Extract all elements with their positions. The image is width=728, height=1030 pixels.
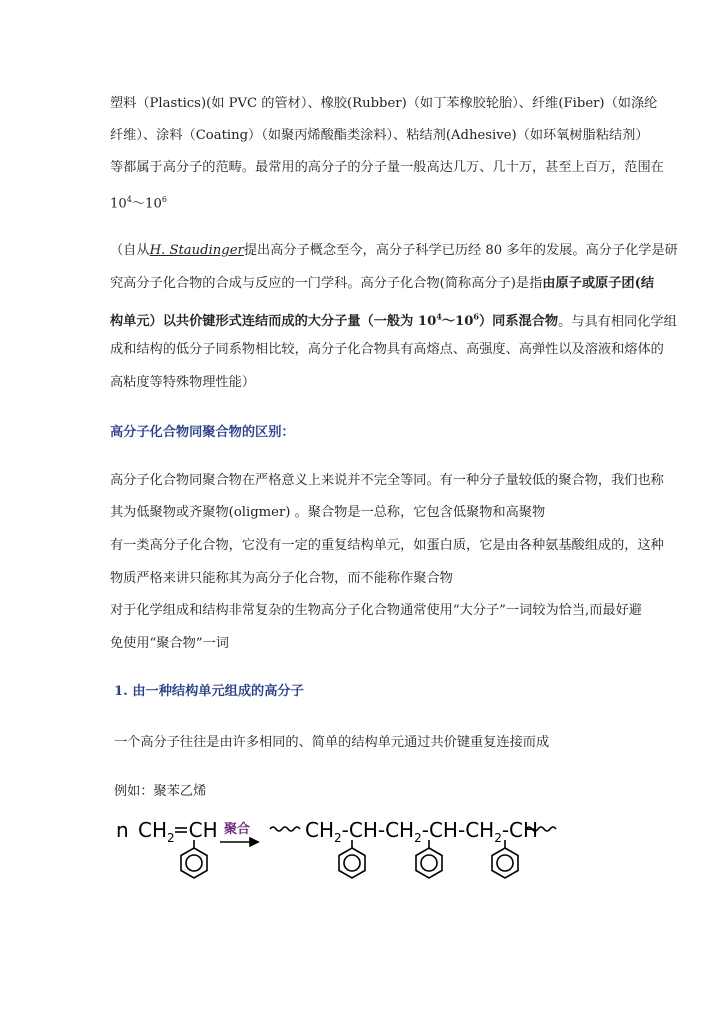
- polymer-formula: [305, 818, 538, 845]
- para2-line1-rest: 提出高分子概念至今，高分子科学已历经 80 多年的发展。高分子化学是研: [243, 243, 678, 258]
- para2-line1: [110, 243, 678, 259]
- range-low-exp: 4: [126, 195, 132, 204]
- def-part-a: 构单元）以共价键形式连结而成的大分子量（一般为 10: [110, 314, 437, 330]
- range-low: 10: [110, 196, 127, 212]
- range-high-exp: 6: [161, 195, 167, 204]
- para3-line3: 有一类高分子化合物，它没有一定的重复结构单元，如蛋白质，它是由各种氨基酸组成的，这种: [110, 538, 664, 553]
- benzene-ring-icon: [181, 840, 207, 878]
- coefficient-n: n: [116, 818, 129, 842]
- para3-line6: 免使用“聚合物”一词: [110, 636, 229, 651]
- poly-sub3: 2: [494, 831, 502, 845]
- benzene-ring-icon: [339, 840, 365, 878]
- poly-sub2: 2: [414, 831, 422, 845]
- para2-line2-start: 究高分子化合物的合成与反应的一门学科。高分子化合物(简称高分子)是指: [110, 276, 543, 291]
- para3-line5: 对于化学组成和结构非常复杂的生物高分子化合物通常使用“大分子”一词较为恰当,而最好避: [110, 603, 642, 618]
- poly-b: -CH-CH: [341, 818, 415, 842]
- para2-line2: [110, 276, 654, 292]
- para1-line4: [110, 192, 167, 212]
- benzene-ring-icon: [492, 840, 518, 878]
- def-exp1: 4: [436, 312, 442, 322]
- monomer-sub: 2: [167, 831, 175, 845]
- monomer-formula: [138, 818, 218, 845]
- example-label: 例如：聚苯乙烯: [114, 784, 207, 799]
- monomer-ch: CH: [188, 818, 218, 842]
- poly-c: -CH-CH: [421, 818, 495, 842]
- para4: 一个高分子往往是由许多相同的、简单的结构单元通过共价键重复连接而成: [114, 735, 550, 750]
- para2-line1-start: （自从: [110, 243, 150, 258]
- para2-line3: [110, 309, 677, 330]
- definition-bold-1: 由原子或原子团(结: [542, 276, 655, 291]
- poly-d: -CH: [501, 818, 539, 842]
- chain-wave-left-icon: [270, 827, 300, 831]
- def-exp2: 6: [473, 312, 479, 322]
- para2-line4: 成和结构的低分子同系物相比较，高分子化合物具有高熔点、高强度、高弹性以及溶液和熔体的: [110, 342, 664, 357]
- para2-line3-rest: 。与具有相同化学组: [558, 314, 677, 330]
- def-part-b: ～10: [441, 314, 474, 330]
- definition-bold-2: [110, 314, 558, 329]
- para1-line3: 等都属于高分子的范畴。最常用的高分子的分子量一般高达几万、几十万，甚至上百万，范围在: [110, 160, 664, 175]
- section1-heading: 1. 由一种结构单元组成的高分子: [114, 684, 304, 699]
- monomer-ch2: CH: [138, 818, 168, 842]
- benzene-ring-icon: [416, 840, 442, 878]
- staudinger-name: H. Staudinger: [149, 243, 244, 258]
- range-high: ～10: [131, 196, 162, 212]
- para1-line2: 纤维）、涂料（Coating）（如聚丙烯酸酯类涂料）、粘结剂(Adhesive)（如环氧树脂粘结剂）: [110, 128, 649, 143]
- para3-line2: 其为低聚物或齐聚物(oligmer) 。聚合物是一总称，它包含低聚物和高聚物: [110, 505, 546, 520]
- para1-line1: 塑料（Plastics)(如 PVC 的管材）、橡胶(Rubber)（如丁苯橡胶轮胎）、纤维(Fiber)（如涤纶: [110, 96, 658, 111]
- reaction-arrow-icon: [220, 838, 258, 846]
- arrow-label: 聚合: [224, 822, 251, 837]
- para3-line4: 物质严格来讲只能称其为高分子化合物，而不能称作聚合物: [110, 571, 453, 586]
- para2-line5: 高粘度等特殊物理性能）: [110, 375, 256, 390]
- poly-a: CH: [305, 818, 335, 842]
- heading-difference: 高分子化合物同聚合物的区别：: [110, 425, 295, 440]
- poly-sub1: 2: [334, 831, 342, 845]
- def-part-c: ）同系混合物: [478, 314, 559, 330]
- para3-line1: 高分子化合物同聚合物在严格意义上来说并不完全等同。有一种分子量较低的聚合物，我们也称: [110, 473, 664, 488]
